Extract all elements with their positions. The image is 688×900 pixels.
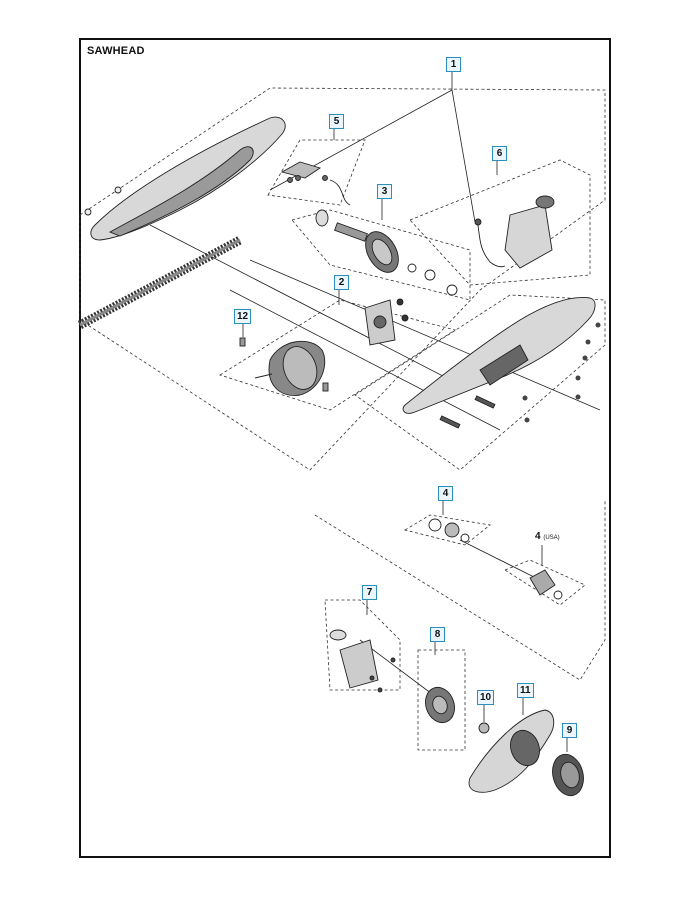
callout-9: 9: [562, 723, 577, 738]
handle-housing-left: [85, 117, 285, 240]
callout-3: 3: [377, 184, 392, 199]
washer-10: [479, 723, 489, 733]
callout-4-usa-suffix: (USA): [543, 535, 560, 541]
chain-guide-bar: [80, 240, 240, 325]
callout-1: 1: [446, 57, 461, 72]
callout-4: 4: [438, 486, 453, 501]
callout-4-usa: [535, 531, 560, 542]
callout-11: 11: [517, 683, 534, 698]
oil-tank-6: [475, 196, 554, 268]
callout-2: 2: [334, 275, 349, 290]
tension-knob-9: [548, 751, 588, 799]
callout-12: 12: [234, 309, 251, 324]
bracket-assembly-5: [282, 162, 350, 205]
sprocket-cover-11: [469, 710, 554, 792]
page-title: SAWHEAD: [87, 45, 145, 57]
chain-tensioner-7: [330, 630, 395, 692]
motor-bearing-plate: [365, 299, 408, 345]
washer-set-4-usa: [530, 570, 562, 599]
callout-4-usa-number: 4: [535, 531, 541, 542]
callout-7: 7: [362, 585, 377, 600]
handle-housing-right: [403, 297, 600, 428]
callout-8: 8: [430, 627, 445, 642]
motor-12: [240, 338, 328, 395]
callout-10: 10: [477, 690, 494, 705]
group-6-outline: [410, 160, 590, 285]
washer-set-4: [429, 519, 469, 542]
callout-5: 5: [329, 114, 344, 129]
callout-6: 6: [492, 146, 507, 161]
